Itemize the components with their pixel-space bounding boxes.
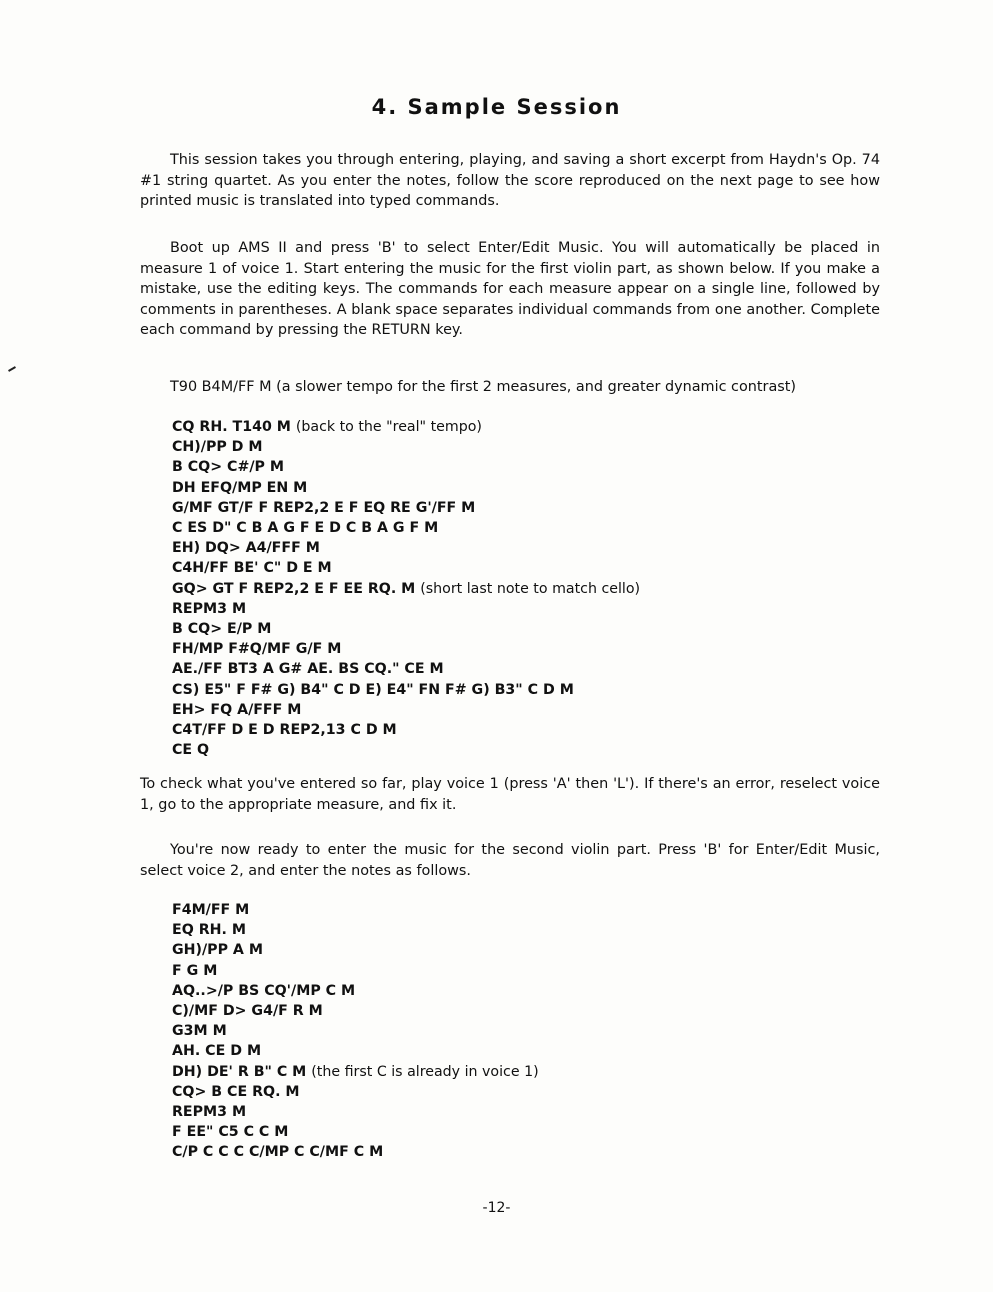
intro-paragraph: This session takes you through entering, playing, and saving a short excerpt from Haydn's Op. 74 #1 string quartet. As you enter the notes, follow the score reproduced on the next page to see how printed music is translated into typed commands. [140,152,880,209]
voice1-command-line [172,659,640,679]
voice1-command-line [172,558,640,578]
command-text: EQ RH. M [172,922,246,939]
command-text: FH/MP F#Q/MF G/F M [172,641,342,658]
stray-mark [8,366,16,372]
voice1-command-line [172,700,640,720]
command-text: REPM3 M [172,1104,247,1121]
command-text: CQ RH. T140 M [172,419,291,435]
command-text: REPM3 M [172,600,247,617]
voice1-command-line [172,518,640,538]
check-paragraph: To check what you've entered so far, play voice 1 (press 'A' then 'L'). If there's an error, reselect voice 1, go to the appropriate measure, and fix it. [140,776,880,813]
command-text: AQ..>/P BS CQ'/MP C M [172,982,356,999]
voice1-command-line [172,579,640,599]
tempo-paragraph: T90 B4M/FF M (a slower tempo for the first 2 measures, and greater dynamic contrast) [170,379,797,395]
command-text: CH)/PP D M [172,439,263,456]
command-text: F EE" C5 C C M [172,1124,289,1141]
command-text: C4H/FF BE' C" D E M [172,560,332,577]
command-text: CS) E5" F F# G) B4" C D E) E4" FN F# G) B3" C D M [172,681,574,698]
command-text: C ES D" C B A G F E D C B A G F M [172,520,439,537]
voice2-command-line [172,940,539,960]
command-text: DH EFQ/MP EN M [172,479,308,496]
voice2-command-line [172,1041,539,1061]
voice1-command-line [172,720,640,740]
command-text: DH) DE' R B" C M [172,1063,307,1080]
command-comment: (short last note to match cello) [420,580,641,597]
voice1-command-line [172,619,640,639]
voice2-command-line [172,900,539,920]
voice1-command-line [172,740,640,760]
voice1-command-line [172,680,640,700]
voice1-command-line [172,437,640,457]
command-text: B CQ> E/P M [172,621,272,638]
command-text: C4T/FF D E D REP2,13 C D M [172,722,397,739]
command-comment: (back to the "real" tempo) [295,419,482,435]
boot-paragraph: Boot up AMS II and press 'B' to select Enter/Edit Music. You will automatically be placed in measure 1 of voice 1. Start entering the music for the first violin part, as shown below. If you make a mistake, use the editing keys. The commands for each measure appear on a single line, followed by comments in parentheses. A blank space separates individual commands from one another. Complete each command by pressing the RETURN key. [140,240,880,338]
voice1-command-line [172,457,640,477]
command-text: AE./FF BT3 A G# AE. BS CQ." CE M [172,661,444,678]
voice1-command-line [172,478,640,498]
voice1-command-line [172,639,640,659]
voice2-command-line [172,981,539,1001]
voice1-command-list [172,417,640,760]
voice2-command-line [172,1021,539,1041]
voice2-command-list [172,900,539,1163]
command-text: F4M/FF M [172,902,250,918]
page-number: -12- [482,1200,511,1216]
command-text: EH> FQ A/FFF M [172,701,302,718]
voice1-command-line [172,538,640,558]
section-title: 4. Sample Session [371,95,622,119]
voice1-command-line [172,498,640,518]
command-text: GH)/PP A M [172,942,263,959]
command-text: G/MF GT/F F REP2,2 E F EQ RE G'/FF M [172,499,476,516]
command-text: F G M [172,962,218,979]
command-comment: (the first C is already in voice 1) [311,1063,539,1080]
voice2-command-line [172,1102,539,1122]
command-text: G3M M [172,1023,227,1040]
voice2-command-line [172,1001,539,1021]
command-text: B CQ> C#/P M [172,459,284,476]
voice2-command-line [172,1082,539,1102]
voice1-command-line [172,417,640,437]
command-text: C/P C C C C/MP C C/MF C M [172,1144,384,1161]
command-text: CE Q [172,742,210,759]
command-text: AH. CE D M [172,1043,262,1060]
command-text: C)/MF D> G4/F R M [172,1003,323,1020]
voice2-command-line [172,961,539,981]
voice2-command-line [172,920,539,940]
command-text: GQ> GT F REP2,2 E F EE RQ. M [172,580,416,597]
voice2-command-line [172,1122,539,1142]
command-text: CQ> B CE RQ. M [172,1083,300,1100]
command-text: EH) DQ> A4/FFF M [172,540,320,557]
second-violin-paragraph: You're now ready to enter the music for the second violin part. Press 'B' for Enter/Edit Music, select voice 2, and enter the notes as follows. [140,842,880,879]
voice2-command-line [172,1062,539,1082]
voice1-command-line [172,599,640,619]
voice2-command-line [172,1142,539,1162]
